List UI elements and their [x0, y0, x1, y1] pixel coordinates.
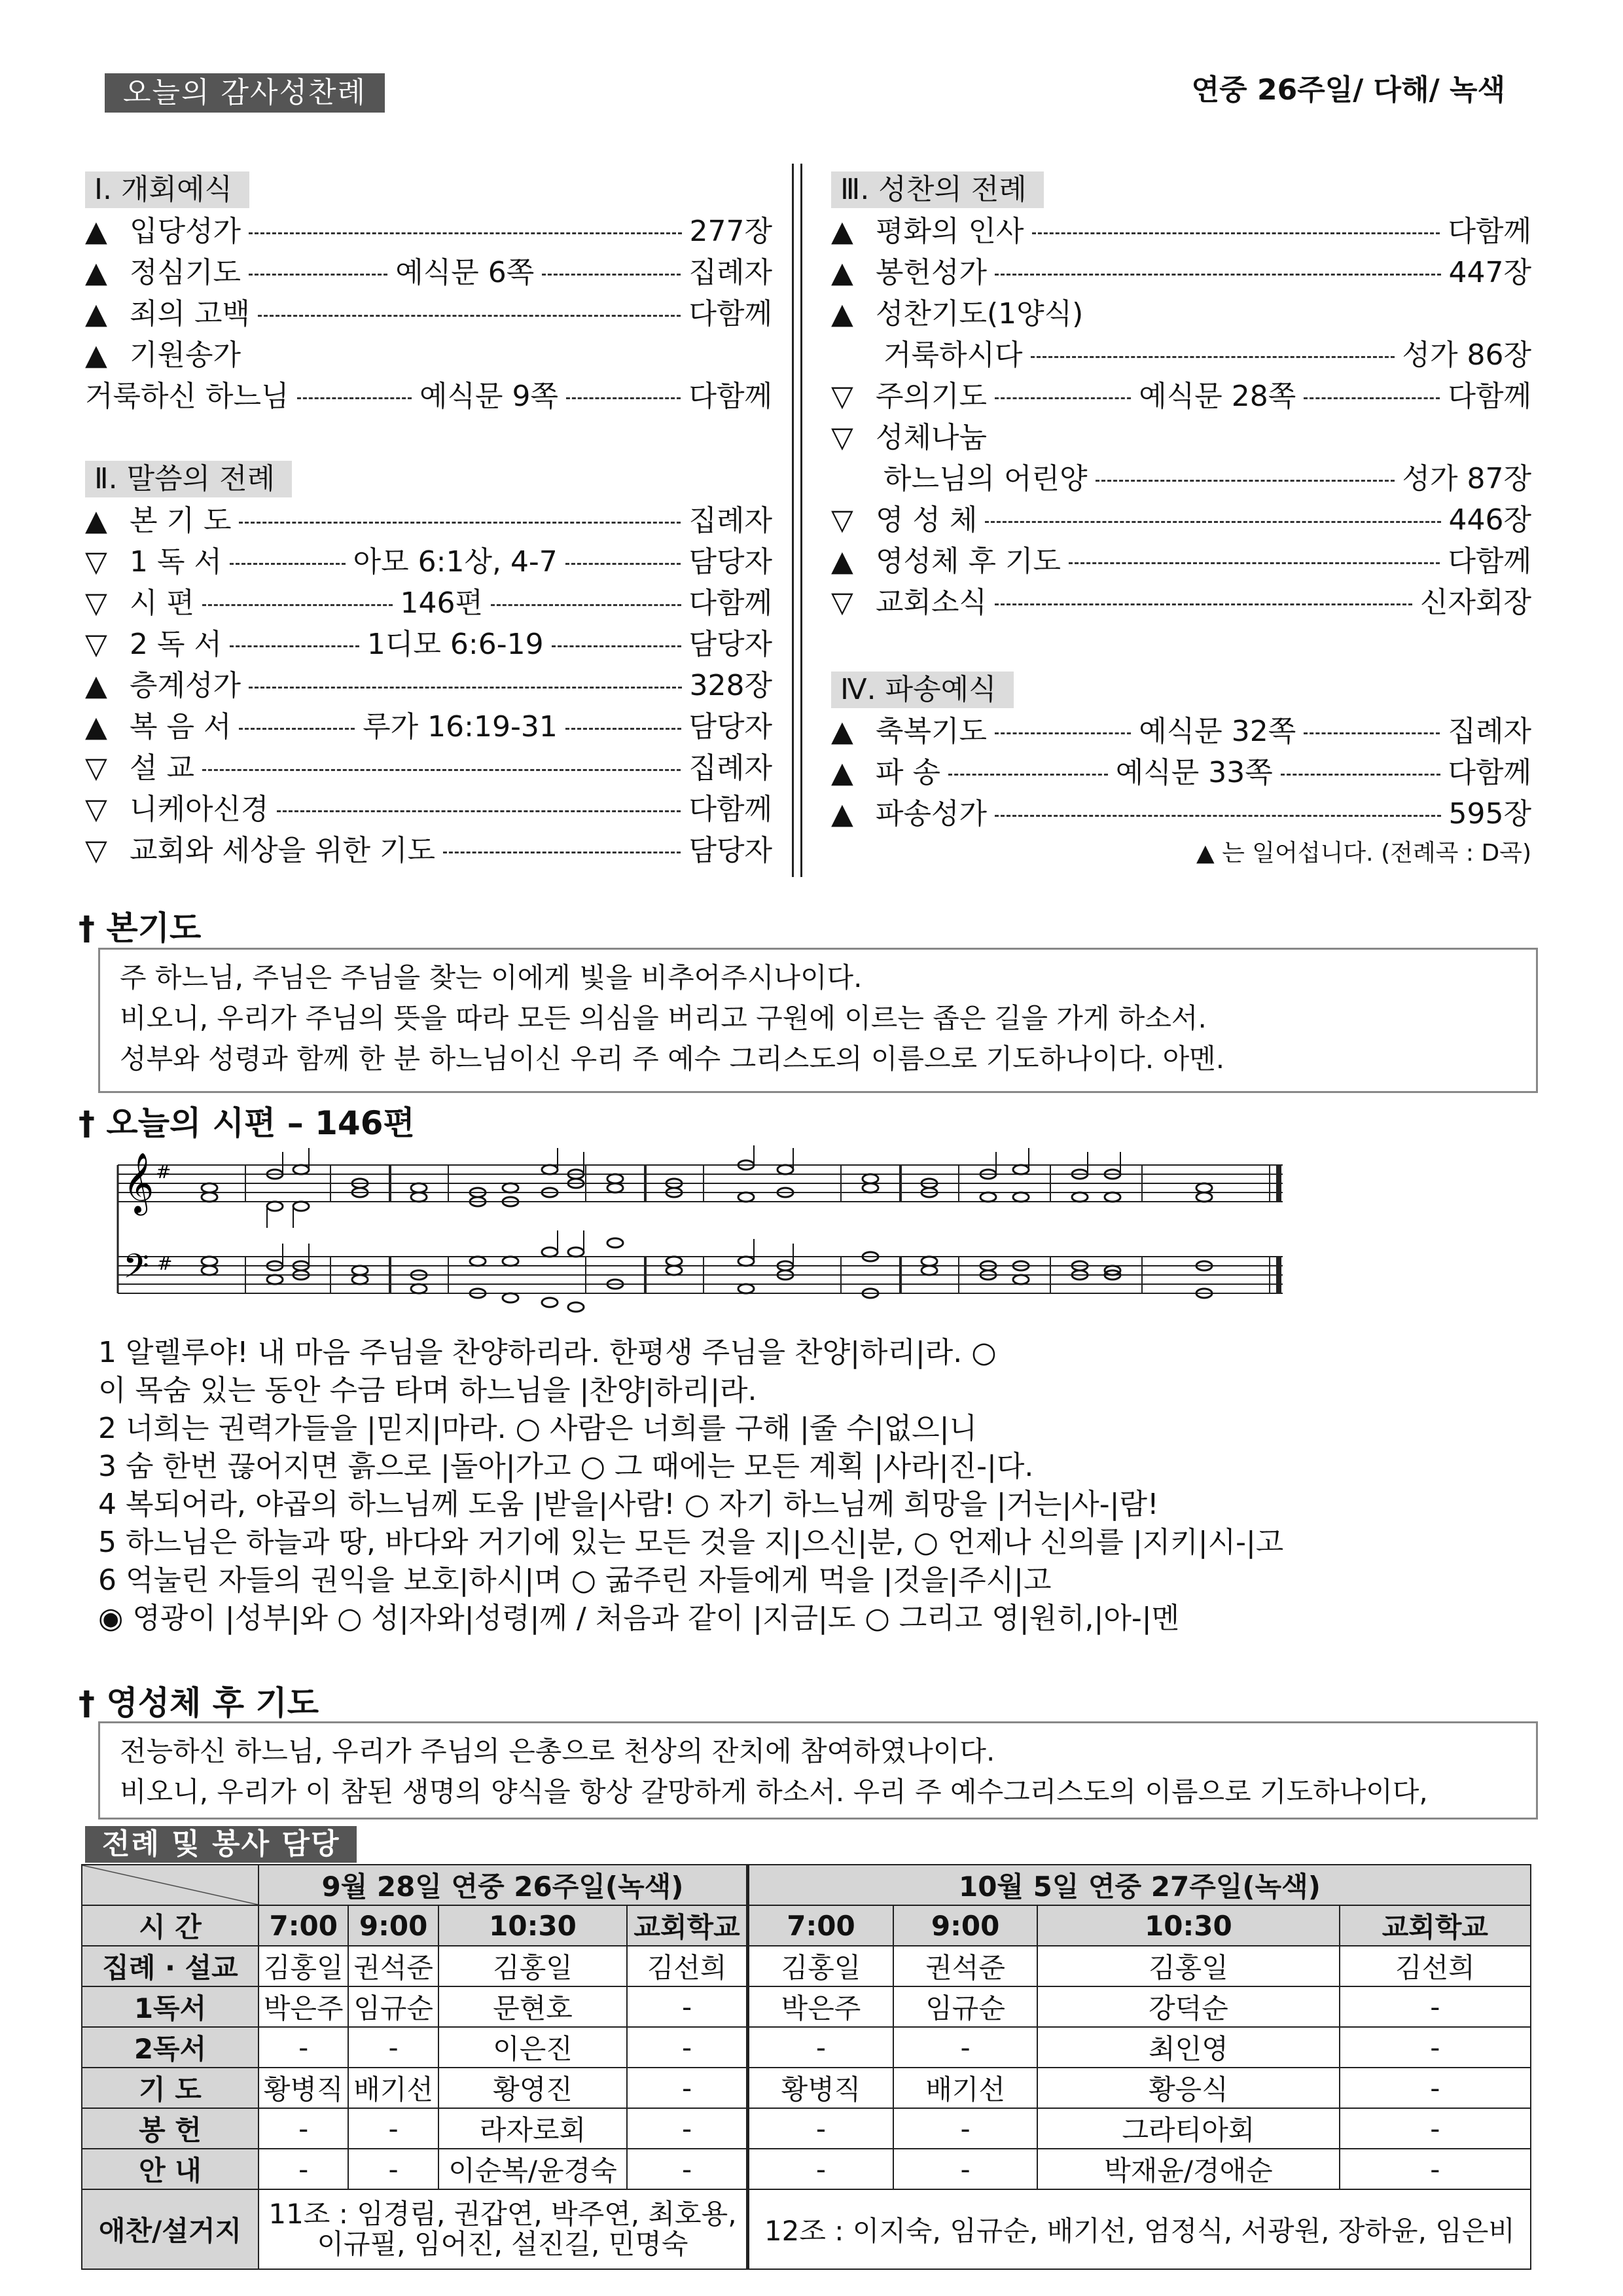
- psalm-verse: ◉ 영광이 |성부|와 ○ 성|자와|성령|께 / 처음과 같이 |지금|도 ○ 그리고 영|원히,|아-|멘: [98, 1602, 1180, 1635]
- rite-assignment: 595장: [1448, 797, 1531, 831]
- service-time: 교회학교: [1340, 1905, 1531, 1946]
- leader-dots: [202, 604, 393, 606]
- assignee-cell: 최인영: [1037, 2027, 1340, 2068]
- liturgy-row: [831, 583, 1531, 622]
- liturgy-row: [85, 749, 772, 788]
- service-time: 9:00: [348, 1905, 438, 1946]
- svg-text:𝄞: 𝄞: [123, 1152, 154, 1213]
- leader-dots: [542, 274, 681, 276]
- leader-dots: [239, 522, 681, 524]
- leader-dots: [230, 563, 346, 565]
- leader-dots: [552, 645, 681, 647]
- role-label: 1독서: [82, 1986, 259, 2027]
- rite-name: 축복기도: [876, 715, 988, 748]
- service-time: 7:00: [259, 1905, 348, 1946]
- rite-assignment: 집례자: [688, 256, 772, 289]
- svg-text:#: #: [156, 1161, 171, 1183]
- liturgy-row: [85, 625, 772, 664]
- rite-name: 2 독 서: [130, 628, 222, 661]
- assignee-cell: 황병직: [259, 2068, 348, 2108]
- posture-mark: ▲: [831, 297, 853, 331]
- rite-name: 죄의 고백: [130, 297, 251, 331]
- liturgy-row: [831, 542, 1531, 581]
- rite-name: 하느님의 어린양: [883, 462, 1088, 495]
- rite-name: 본 기 도: [130, 504, 232, 537]
- assignee-cell: -: [1340, 2149, 1531, 2189]
- psalm-verse: 2 너희는 권력가들을 |믿지|마라. ○ 사람은 너희를 구해 |줄 수|없으|니: [98, 1412, 977, 1445]
- leader-dots: [1032, 232, 1440, 234]
- liturgy-row: [85, 584, 772, 623]
- role-label: 기 도: [82, 2068, 259, 2108]
- liturgy-row: [831, 753, 1531, 793]
- table-row: [82, 1986, 1531, 2027]
- assignee-cell: 그라티아회: [1037, 2108, 1340, 2149]
- psalm-verse: 이 목숨 있는 동안 수금 타며 하느님을 |찬양|하리|라.: [98, 1374, 757, 1407]
- posture-mark: ▽: [831, 586, 853, 619]
- rite-name: 파송성가: [876, 797, 988, 831]
- leader-dots: [565, 563, 681, 565]
- leader-dots: [277, 810, 681, 812]
- assignee-cell: -: [627, 2108, 747, 2149]
- collect-box: [98, 948, 1538, 1093]
- leader-dots: [995, 397, 1131, 399]
- rite-assignment: 담당자: [688, 628, 773, 661]
- leader-dots: [443, 852, 681, 853]
- collect-heading: † 본기도: [79, 909, 202, 947]
- leader-dots: [565, 728, 681, 730]
- schedule-table: [81, 1864, 1531, 2270]
- assignee-cell: 배기선: [348, 2068, 438, 2108]
- psalm-chant-score: [105, 1145, 1296, 1316]
- assignee-cell: 문현호: [438, 1986, 627, 2027]
- posture-mark: ▽: [831, 421, 853, 454]
- assignee-cell: 임규순: [348, 1986, 438, 2027]
- rite-name: 파 송: [876, 756, 940, 789]
- rite-assignment: 다함께: [1448, 215, 1531, 248]
- service-time: 교회학교: [627, 1905, 747, 1946]
- rite-name: 설 교: [130, 751, 194, 785]
- service-time: 9:00: [893, 1905, 1037, 1946]
- liturgy-row: [831, 295, 1531, 334]
- posture-mark: ▲: [85, 297, 107, 331]
- rite-assignment: 다함께: [688, 297, 772, 331]
- table-row: [82, 2027, 1531, 2068]
- assignee-cell: -: [348, 2149, 438, 2189]
- rite-assignment: 성가 86장: [1402, 338, 1531, 372]
- liturgy-row: [85, 336, 772, 375]
- rite-name: 기원송가: [130, 338, 241, 372]
- assignee-cell: 박은주: [747, 1986, 893, 2027]
- sunday-label: 연중 26주일/ 다해/ 녹색: [1191, 73, 1505, 107]
- assignee-cell: 황응식: [1037, 2068, 1340, 2108]
- posture-mark: ▲: [85, 669, 107, 702]
- rite-assignment: 집례자: [1448, 715, 1531, 748]
- rite-assignment: 446장: [1448, 503, 1531, 537]
- leader-dots: [249, 687, 681, 689]
- section-title-eucharist: Ⅲ. 성찬의 전례: [831, 171, 1044, 208]
- assignee-cell: 황병직: [747, 2068, 893, 2108]
- assignee-cell: 김선희: [1340, 1946, 1531, 1986]
- psalm-verse: 3 숨 한번 끊어지면 흙으로 |돌아|가고 ○ 그 때에는 모든 계획 |사라|진-|다.: [98, 1450, 1034, 1483]
- rite-assignment: 집례자: [688, 504, 772, 537]
- assignee-cell: 김홍일: [259, 1946, 348, 1986]
- rite-name: 층계성가: [130, 669, 241, 702]
- leader-dots: [1281, 774, 1440, 776]
- service-time: 10:30: [438, 1905, 627, 1946]
- liturgy-row: [85, 253, 772, 293]
- postcommunion-line: 전능하신 하느님, 우리가 주님의 은총으로 천상의 잔치에 참여하였나이다.: [120, 1735, 995, 1767]
- leader-dots: [202, 769, 681, 771]
- assignee-cell: 김홍일: [747, 1946, 893, 1986]
- service-time: 10:30: [1037, 1905, 1340, 1946]
- role-label: 2독서: [82, 2027, 259, 2068]
- leader-dots: [948, 774, 1108, 776]
- leader-dots: [258, 315, 681, 317]
- rite-reference: 146편: [400, 586, 483, 620]
- rite-name: 니케아신경: [130, 793, 269, 826]
- leader-dots: [230, 645, 359, 647]
- liturgy-row: [85, 543, 772, 582]
- rite-assignment: 담당자: [688, 710, 773, 744]
- leader-dots: [491, 604, 681, 606]
- rite-name: 정심기도: [130, 256, 241, 289]
- assignee-cell: -: [348, 2027, 438, 2068]
- posture-mark: ▽: [85, 545, 107, 579]
- rite-name: 영성체 후 기도: [876, 545, 1061, 578]
- posture-mark: ▽: [831, 503, 853, 537]
- assignee-cell: 김홍일: [438, 1946, 627, 1986]
- assignee-cell: -: [627, 2068, 747, 2108]
- bulletin-title: 오늘의 감사성찬례: [105, 73, 385, 113]
- rite-assignment: 328장: [689, 669, 772, 702]
- posture-mark: ▲: [85, 338, 107, 372]
- psalm-verse: 4 복되어라, 야곱의 하느님께 도움 |받을|사람! ○ 자기 하느님께 희망을 |거는|사-|람!: [98, 1488, 1159, 1521]
- serve-week2: 12조 : 이지숙, 임규순, 배기선, 엄정식, 서광원, 장하윤, 임은비: [747, 2189, 1531, 2269]
- assignee-cell: -: [627, 2149, 747, 2189]
- leader-dots: [995, 815, 1440, 817]
- rite-name: 봉헌성가: [876, 256, 988, 289]
- time-label: 시 간: [82, 1905, 259, 1946]
- psalm-verse: 6 억눌린 자들의 권익을 보호|하시|며 ○ 굶주린 자들에게 먹을 |것을|주시|고: [98, 1564, 1052, 1597]
- svg-text:𝄢: 𝄢: [123, 1246, 149, 1294]
- assignee-cell: 황영진: [438, 2068, 627, 2108]
- rite-reference: 1디모 6:6-19: [366, 628, 544, 661]
- role-label: 집례 · 설교: [82, 1946, 259, 1986]
- posture-mark: ▲: [831, 756, 853, 789]
- posture-mark: ▽: [85, 751, 107, 785]
- assignee-cell: -: [627, 1986, 747, 2027]
- service-time: 7:00: [747, 1905, 893, 1946]
- assignee-cell: -: [348, 2108, 438, 2149]
- leader-dots: [995, 732, 1131, 734]
- corner-cell: [82, 1865, 259, 1905]
- rite-assignment: 집례자: [688, 751, 772, 785]
- section-title-word: Ⅱ. 말씀의 전례: [85, 461, 292, 497]
- assignee-cell: 권석준: [348, 1946, 438, 1986]
- liturgy-row: [831, 459, 1531, 499]
- section-title-opening: Ⅰ. 개회예식: [85, 171, 249, 208]
- rite-name: 복 음 서: [130, 710, 232, 744]
- posture-mark: ▲: [85, 215, 107, 248]
- liturgy-row: [831, 212, 1531, 251]
- assignee-cell: -: [1340, 2068, 1531, 2108]
- rite-reference: 예식문 28쪽: [1139, 380, 1296, 413]
- liturgy-row: [85, 666, 772, 706]
- role-label: 봉 헌: [82, 2108, 259, 2149]
- assignee-cell: 배기선: [893, 2068, 1037, 2108]
- liturgy-row: [831, 336, 1531, 375]
- column-divider: [792, 164, 802, 877]
- assignee-cell: -: [747, 2027, 893, 2068]
- assignee-cell: -: [893, 2149, 1037, 2189]
- liturgy-row: [85, 790, 772, 829]
- rite-assignment: 다함께: [688, 793, 772, 826]
- rite-assignment: 담당자: [688, 834, 772, 867]
- rite-assignment: 다함께: [688, 380, 772, 413]
- posture-mark: ▲: [85, 504, 107, 537]
- rite-assignment: 성가 87장: [1402, 462, 1531, 495]
- rite-assignment: 다함께: [688, 586, 773, 620]
- leader-dots: [297, 397, 412, 399]
- assignee-cell: -: [259, 2108, 348, 2149]
- assignee-cell: 김선희: [627, 1946, 747, 1986]
- table-row: [82, 2108, 1531, 2149]
- assignee-cell: -: [747, 2149, 893, 2189]
- posture-mark: ▲: [85, 256, 107, 289]
- assignee-cell: -: [893, 2108, 1037, 2149]
- assignee-cell: 라자로회: [438, 2108, 627, 2149]
- rite-reference: 예식문 33쪽: [1115, 756, 1273, 789]
- postcommunion-box: [98, 1721, 1538, 1820]
- leader-dots: [995, 274, 1440, 276]
- serve-week1: [259, 2189, 747, 2269]
- standing-note: ▲ 는 일어섭니다. (전례곡 : D곡): [1196, 840, 1531, 867]
- table-row: [82, 1946, 1531, 1986]
- assignee-cell: 권석준: [893, 1946, 1037, 1986]
- psalm-heading: † 오늘의 시편 – 146편: [79, 1104, 415, 1142]
- posture-mark: ▽: [85, 628, 107, 661]
- rite-assignment: 다함께: [1448, 380, 1531, 413]
- posture-mark: ▽: [85, 586, 107, 620]
- rite-reference: 예식문 9쪽: [419, 380, 558, 413]
- assignee-cell: -: [1340, 2027, 1531, 2068]
- assignee-cell: 박재윤/경애순: [1037, 2149, 1340, 2189]
- liturgy-row: [85, 212, 772, 251]
- posture-mark: ▽: [85, 793, 107, 826]
- liturgy-row: [831, 501, 1531, 540]
- leader-dots: [995, 603, 1412, 605]
- leader-dots: [1031, 356, 1395, 358]
- rite-name: 입당성가: [130, 215, 241, 248]
- postcommunion-heading: † 영성체 후 기도: [79, 1684, 319, 1722]
- posture-mark: ▲: [831, 715, 853, 748]
- leader-dots: [239, 728, 355, 730]
- liturgy-row: [831, 418, 1531, 457]
- assignee-cell: 이은진: [438, 2027, 627, 2068]
- rite-name: 교회와 세상을 위한 기도: [130, 834, 435, 867]
- psalm-verse: 1 알렐루야! 내 마음 주님을 찬양하리라. 한평생 주님을 찬양|하리|라. ○: [98, 1336, 997, 1369]
- leader-dots: [249, 232, 681, 234]
- rite-name: 1 독 서: [130, 545, 222, 579]
- week2-header: 10월 5일 연중 27주일(녹색): [747, 1865, 1531, 1905]
- table-row: [82, 2149, 1531, 2189]
- rite-name: 영 성 체: [876, 503, 978, 537]
- table-row: [82, 2068, 1531, 2108]
- leader-dots: [249, 274, 387, 276]
- assignee-cell: 이순복/윤경숙: [438, 2149, 627, 2189]
- leader-dots: [1069, 562, 1440, 564]
- section-title-dismissal: Ⅳ. 파송예식: [831, 672, 1014, 708]
- rite-name: 성체나눔: [876, 421, 988, 454]
- assignee-cell: -: [893, 2027, 1037, 2068]
- liturgy-row: [85, 708, 772, 747]
- posture-mark: ▲: [831, 797, 853, 831]
- posture-mark: ▽: [85, 834, 107, 867]
- rite-name: 평화의 인사: [876, 215, 1024, 248]
- rite-name: 거룩하시다: [883, 338, 1023, 372]
- liturgy-row: [831, 712, 1531, 751]
- liturgy-row: [85, 295, 772, 334]
- assignee-cell: 김홍일: [1037, 1946, 1340, 1986]
- liturgy-row: [831, 795, 1531, 834]
- rite-assignment: 277장: [689, 215, 772, 248]
- leader-dots: [1304, 397, 1440, 399]
- rite-name: 시 편: [130, 586, 194, 620]
- rite-reference: 예식문 32쪽: [1139, 715, 1296, 748]
- leader-dots: [1304, 732, 1440, 734]
- assignee-cell: -: [1340, 1986, 1531, 2027]
- serve-label: 애찬/설거지: [82, 2189, 259, 2269]
- liturgy-row: [85, 831, 772, 870]
- posture-mark: ▽: [831, 380, 853, 413]
- posture-mark: ▲: [85, 710, 107, 744]
- rite-name: 교회소식: [876, 586, 988, 619]
- collect-line: 주 하느님, 주님은 주님을 찾는 이에게 빛을 비추어주시나이다.: [120, 961, 863, 994]
- collect-line: 성부와 성령과 함께 한 분 하느님이신 우리 주 예수 그리스도의 이름으로 기도하나이다. 아멘.: [120, 1043, 1225, 1075]
- assignee-cell: -: [1340, 2108, 1531, 2149]
- assignee-cell: 박은주: [259, 1986, 348, 2027]
- posture-mark: ▲: [831, 545, 853, 578]
- assignee-cell: -: [259, 2027, 348, 2068]
- rite-name: 성찬기도(1양식): [876, 297, 1084, 331]
- postcommunion-line: 비오니, 우리가 이 참된 생명의 양식을 항상 갈망하게 하소서. 우리 주 예수그리스도의 이름으로 기도하나이다,: [120, 1776, 1428, 1808]
- assignee-cell: -: [627, 2027, 747, 2068]
- rite-assignment: 447장: [1448, 256, 1531, 289]
- rite-reference: 아모 6:1상, 4-7: [353, 545, 558, 579]
- leader-dots: [985, 521, 1440, 523]
- liturgy-row: [85, 377, 772, 416]
- liturgy-row: [831, 377, 1531, 416]
- assignee-cell: 임규순: [893, 1986, 1037, 2027]
- rite-assignment: 담당자: [688, 545, 772, 579]
- assignee-cell: -: [747, 2108, 893, 2149]
- assignee-cell: -: [259, 2149, 348, 2189]
- role-label: 안 내: [82, 2149, 259, 2189]
- posture-mark: ▲: [831, 215, 853, 248]
- leader-dots: [566, 397, 681, 399]
- liturgy-row: [831, 253, 1531, 293]
- rite-assignment: 다함께: [1448, 756, 1532, 789]
- liturgy-row: [85, 501, 772, 541]
- week1-header: 9월 28일 연중 26주일(녹색): [259, 1865, 747, 1905]
- svg-text:#: #: [157, 1253, 173, 1274]
- assignee-cell: 강덕순: [1037, 1986, 1340, 2027]
- rite-assignment: 다함께: [1448, 545, 1531, 578]
- serve-week1-line: 이규필, 임어진, 설진길, 민명숙: [317, 2228, 688, 2260]
- rite-name: 주의기도: [876, 380, 988, 413]
- leader-dots: [1096, 480, 1395, 482]
- posture-mark: ▲: [831, 256, 853, 289]
- rite-name: 거룩하신 하느님: [85, 380, 289, 413]
- collect-line: 비오니, 우리가 주님의 뜻을 따라 모든 의심을 버리고 구원에 이르는 좁은 길을 가게 하소서.: [120, 1002, 1207, 1034]
- rite-reference: 루가 16:19-31: [363, 710, 558, 744]
- schedule-title: 전례 및 봉사 담당: [85, 1826, 357, 1863]
- psalm-verse: 5 하느님은 하늘과 땅, 바다와 거기에 있는 모든 것을 지|으신|분, ○ 언제나 신의를 |지키|시-|고: [98, 1526, 1284, 1559]
- rite-assignment: 신자회장: [1419, 586, 1531, 619]
- rite-reference: 예식문 6쪽: [395, 256, 535, 289]
- serve-week1-line: 11조 : 임경림, 권갑연, 박주연, 최호용,: [268, 2198, 737, 2230]
